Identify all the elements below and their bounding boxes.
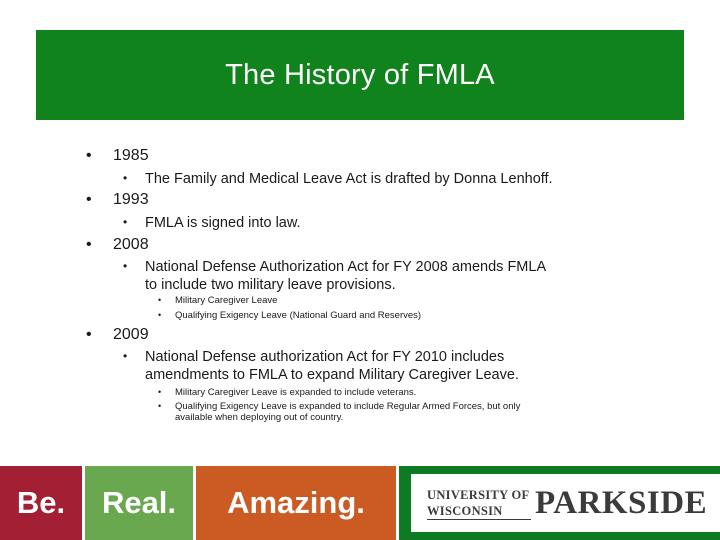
footer-amazing-block	[196, 466, 396, 540]
year-label: 2009	[113, 326, 149, 343]
footer-be-block	[0, 466, 82, 540]
detail-text-continued: to include two military leave provisions.	[145, 277, 396, 293]
bullet-icon: •	[123, 215, 128, 229]
detail-item	[123, 348, 645, 384]
detail-item	[123, 214, 645, 232]
bullet-icon: •	[123, 349, 128, 363]
logo-divider	[427, 519, 531, 520]
year-label: 2008	[113, 236, 149, 253]
sub-detail-text: Military Caregiver Leave is expanded to include veterans.	[175, 387, 417, 398]
detail-text: National Defense Authorization Act for FY 2008 amends FMLA	[145, 259, 547, 275]
bullet-icon: •	[86, 147, 92, 164]
sub-detail-text: Qualifying Exigency Leave (National Guard and Reserves)	[175, 310, 422, 321]
bullet-icon: •	[123, 259, 128, 273]
footer-real-text: Real.	[101, 485, 177, 520]
university-logo-block	[399, 466, 720, 540]
detail-text: FMLA is signed into law.	[145, 215, 301, 231]
year-item-1985	[86, 147, 149, 165]
logo-parkside: PARKSIDE	[535, 485, 708, 521]
detail-text: The Family and Medical Leave Act is drafted by Donna Lenhoff.	[145, 171, 553, 187]
sub-detail-item	[158, 387, 595, 398]
logo-wisconsin: WISCONSIN	[427, 504, 503, 518]
footer-amazing-text: Amazing.	[227, 485, 365, 520]
sub-detail-text: Qualifying Exigency Leave is expanded to include Regular Armed Forces, but only	[175, 401, 521, 412]
year-label: 1993	[113, 191, 149, 208]
year-item-2008	[86, 236, 149, 254]
sub-detail-item	[158, 401, 595, 423]
footer-banner	[0, 466, 720, 540]
year-label: 1985	[113, 147, 149, 164]
sub-detail-text-continued: available when deploying out of country.	[175, 412, 344, 423]
slide-title: The History of FMLA	[225, 58, 495, 91]
sub-detail-item	[158, 310, 595, 321]
detail-item	[123, 258, 645, 294]
footer-be-text: Be.	[16, 485, 66, 520]
bullet-icon: •	[158, 401, 162, 411]
sub-detail-text: Military Caregiver Leave	[175, 295, 278, 306]
logo-university-of: UNIVERSITY OF	[427, 488, 530, 502]
bullet-icon: •	[86, 236, 92, 253]
year-item-2009	[86, 326, 149, 344]
bullet-icon: •	[123, 171, 128, 185]
bullet-icon: •	[158, 295, 162, 305]
bullet-icon: •	[86, 191, 92, 208]
footer-real-block	[85, 466, 193, 540]
sub-detail-item	[158, 295, 595, 306]
detail-text: National Defense authorization Act for FY 2010 includes	[145, 349, 505, 365]
university-logo	[411, 474, 720, 532]
bullet-icon: •	[158, 310, 162, 320]
detail-item	[123, 170, 645, 188]
bullet-icon: •	[158, 387, 162, 397]
bullet-icon: •	[86, 326, 92, 343]
detail-text-continued: amendments to FMLA to expand Military Caregiver Leave.	[145, 367, 519, 383]
year-item-1993	[86, 191, 149, 209]
